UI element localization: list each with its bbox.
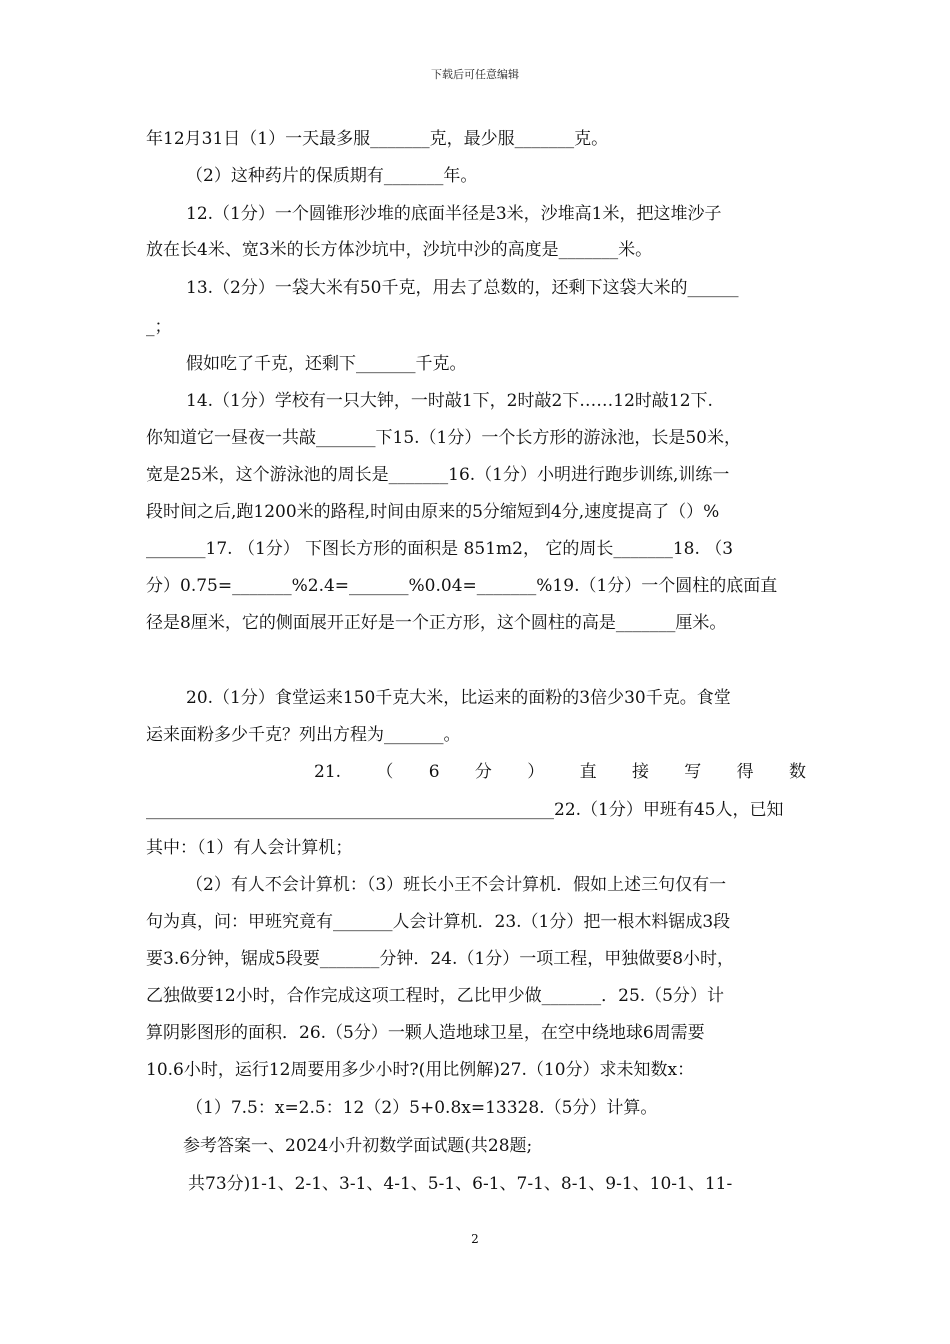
text-line: 宽是25米，这个游泳池的周长是_______16.（1分）小明进行跑步训练,训练一 — [146, 465, 730, 485]
text-line: 运来面粉多少千克？列出方程为_______。 — [146, 725, 461, 745]
text-line: 假如吃了千克，还剩下_______千克。 — [186, 354, 467, 374]
q21-part: 21. — [314, 762, 342, 782]
page-header: 下载后可任意编辑 — [431, 68, 519, 81]
text-line: 13.（2分）一袋大米有50千克，用去了总数的，还剩下这袋大米的______ — [186, 278, 739, 298]
text-line: 句为真，问：甲班究竟有_______人会计算机．23.（1分）把一根木料锯成3段 — [146, 912, 731, 932]
q21-part: 接 — [631, 762, 649, 782]
text-line: 共73分)1-1、2-1、3-1、4-1、5-1、6-1、7-1、8-1、9-1、10-1、11- — [188, 1174, 733, 1194]
question-21-heading — [314, 760, 806, 784]
text-line: 参考答案一、2024小升初数学面试题(共28题; — [183, 1136, 533, 1156]
text-line: 你知道它一昼夜一共敲_______下15.（1分）一个长方形的游泳池，长是50米， — [146, 428, 741, 448]
q21-part: （ — [376, 762, 394, 782]
text-line: 径是8厘米，它的侧面展开正好是一个正方形，这个圆柱的高是_______厘米。 — [146, 613, 727, 633]
text-line: 段时间之后,跑1200米的路程,时间由原来的5分缩短到4分,速度提高了（）% — [146, 502, 720, 522]
page-number: 2 — [471, 1232, 479, 1246]
text-line: 年12月31日（1）一天最多服_______克，最少服_______克。 — [146, 129, 609, 149]
q21-part: ） — [527, 762, 545, 782]
q21-part: 6 — [428, 762, 440, 782]
text-line: ________________________________________________22.（1分）甲班有45人，已知 — [146, 800, 784, 820]
text-line: 12.（1分）一个圆锥形沙堆的底面半径是3米，沙堆高1米，把这堆沙子 — [186, 204, 722, 224]
text-line: _； — [146, 317, 172, 337]
q21-part: 得 — [736, 762, 754, 782]
text-line: 10.6小时，运行12周要用多少小时?(用比例解)27.（10分）求未知数x： — [146, 1060, 695, 1080]
text-line: 要3.6分钟，锯成5段要_______分钟．24.（1分）一项工程，甲独做要8小时， — [146, 949, 735, 969]
text-line: 算阴影图形的面积．26.（5分）一颗人造地球卫星，在空中绕地球6周需要 — [146, 1023, 705, 1043]
text-line: 14.（1分）学校有一只大钟，一时敲1下，2时敲2下……12时敲12下. — [186, 391, 713, 411]
text-line: （2）这种药片的保质期有_______年。 — [186, 166, 478, 186]
q21-part: 直 — [579, 762, 597, 782]
text-line: （2）有人不会计算机：（3）班长小王不会计算机．假如上述三句仅有一 — [186, 875, 727, 895]
q21-part: 写 — [684, 762, 702, 782]
text-line: 其中：（1）有人会计算机； — [146, 838, 353, 858]
q21-part: 数 — [788, 762, 806, 782]
text-line: 放在长4米、宽3米的长方体沙坑中，沙坑中沙的高度是_______米。 — [146, 240, 653, 260]
text-line: 乙独做要12小时，合作完成这项工程时，乙比甲少做_______．25.（5分）计 — [146, 986, 724, 1006]
text-line: 20.（1分）食堂运来150千克大米，比运来的面粉的3倍少30千克。食堂 — [186, 688, 731, 708]
q21-part: 分 — [474, 762, 492, 782]
text-line: （1）7.5：x=2.5：12（2）5+0.8x=13328.（5分）计算。 — [186, 1098, 658, 1118]
text-line: 分）0.75=_______%2.4=_______%0.04=_______%19.（1分）一个圆柱的底面直 — [146, 576, 778, 596]
text-line: _______17. （1分） 下图长方形的面积是 851m2， 它的周长_______18. （3 — [146, 539, 734, 559]
